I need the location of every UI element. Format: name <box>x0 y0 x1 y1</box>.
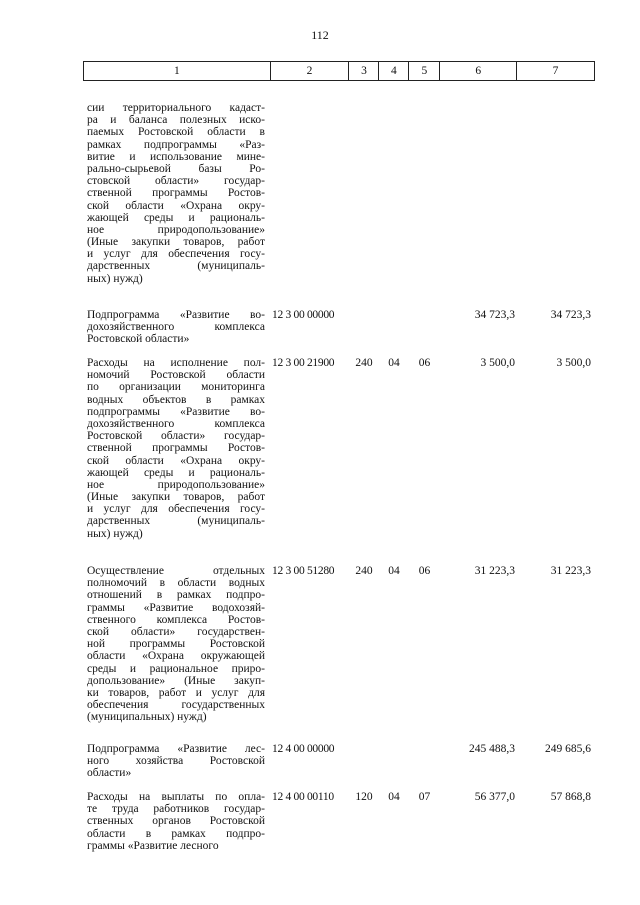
row-code: 12 3 00 00000 <box>272 309 335 321</box>
description-line: ное природопользование» <box>87 223 265 236</box>
description-line: ной программы Ростовской <box>87 638 265 651</box>
description-line: ственного комплекса Ростов- <box>87 613 265 626</box>
row-sum-col6: 56 377,0 <box>474 791 515 803</box>
description-line: Ростовской области» государ- <box>87 430 265 443</box>
description-line: Подпрограмма «Развитие лес- <box>87 743 265 755</box>
description-line: дохозяйственного комплекса <box>87 417 265 430</box>
description-line: и услуг для обеспечения госу- <box>87 503 265 516</box>
description-line: Расходы на выплаты по опла- <box>87 791 265 803</box>
description-line: по организации мониторинга <box>87 381 265 394</box>
description-line: ственной программы Ростов- <box>87 187 265 200</box>
description-line: водных объектов в рамках <box>87 393 265 406</box>
header-col-5: 5 <box>408 62 439 80</box>
description-line: Ростовской области» <box>87 333 190 346</box>
header-col-7: 7 <box>516 62 594 80</box>
description-line: среды и рациональное приро- <box>87 662 265 675</box>
row-code: 12 4 00 00110 <box>272 791 334 803</box>
description-line: области «Охрана окружающей <box>87 650 265 663</box>
row-code: 12 3 00 21900 <box>272 357 335 369</box>
row-expense-type: 120 <box>355 791 373 803</box>
description-line: области в рамках подпро- <box>87 827 265 840</box>
row-subsection: 06 <box>418 357 431 369</box>
row-sum-col6: 34 723,3 <box>474 309 515 321</box>
row-sum-col6: 3 500,0 <box>480 357 515 369</box>
row-subsection: 06 <box>418 565 431 577</box>
row-sum-col7: 249 685,6 <box>545 743 591 755</box>
description-line: ской области» государствен- <box>87 625 265 638</box>
table-header <box>83 61 595 81</box>
description-line: Подпрограмма «Развитие во- <box>87 309 265 321</box>
row-description <box>87 102 265 285</box>
header-col-1: 1 <box>173 65 180 77</box>
description-line: паемых Ростовской области в <box>87 126 265 139</box>
description-line: полномочий в области водных <box>87 577 265 590</box>
description-line: дарственных (муниципаль- <box>87 260 265 273</box>
description-line: ской области «Охрана окру- <box>87 199 265 212</box>
header-col-2: 2 <box>270 62 349 80</box>
row-sum-col7: 3 500,0 <box>556 357 591 369</box>
row-description <box>87 357 265 540</box>
description-line: обеспечения государственных <box>87 699 265 712</box>
description-line: ственной программы Ростов- <box>87 442 265 455</box>
row-section: 04 <box>388 357 400 369</box>
description-line: ственных органов Ростовской <box>87 815 265 828</box>
description-line: рально-сырьевой базы Ро- <box>87 162 265 175</box>
description-line: ки товаров, работ и услуг для <box>87 686 265 699</box>
description-line: сии территориального кадаст- <box>87 102 265 114</box>
description-line: жающей среды и рациональ- <box>87 211 265 224</box>
description-line: подпрограммы «Развитие во- <box>87 405 265 418</box>
description-line: (Иные закупки товаров, работ <box>87 236 265 249</box>
row-description <box>87 309 265 346</box>
row-expense-type: 240 <box>355 565 373 577</box>
row-subsection: 07 <box>418 791 431 803</box>
row-sum-col7: 34 723,3 <box>550 309 591 321</box>
row-section: 04 <box>388 565 400 577</box>
row-description <box>87 743 265 780</box>
description-line: ской области «Охрана окру- <box>87 454 265 467</box>
description-line: области» <box>87 767 132 780</box>
description-line: жающей среды и рациональ- <box>87 466 265 479</box>
row-sum-col7: 57 868,8 <box>550 791 591 803</box>
description-line: дохозяйственного комплекса <box>87 321 265 334</box>
row-description <box>87 791 265 852</box>
row-sum-col7: 31 223,3 <box>550 565 591 577</box>
description-line: и услуг для обеспечения госу- <box>87 248 265 261</box>
row-section: 04 <box>388 791 400 803</box>
description-line: Расходы на исполнение пол- <box>87 357 265 369</box>
description-line: допользование» (Иные закуп- <box>87 674 265 687</box>
row-code: 12 3 00 51280 <box>272 565 335 577</box>
row-sum-col6: 245 488,3 <box>469 743 515 755</box>
description-line: отношений в рамках подпро- <box>87 589 265 602</box>
description-line: витие и использование мине- <box>87 150 265 163</box>
description-line: номочий Ростовской области <box>87 369 265 382</box>
header-col-4: 4 <box>378 62 408 80</box>
row-sum-col6: 31 223,3 <box>474 565 515 577</box>
page-number: 112 <box>311 28 329 42</box>
budget-table <box>83 61 595 852</box>
description-line: (муниципальных) нужд) <box>87 711 207 724</box>
row-code: 12 4 00 00000 <box>272 743 335 755</box>
description-line: граммы «Развитие лесного <box>87 839 219 852</box>
description-line: рамках подпрограммы «Раз- <box>87 138 265 151</box>
description-line: граммы «Развитие водохозяй- <box>87 601 265 614</box>
header-col-6: 6 <box>439 62 516 80</box>
description-line: стовской области» государ- <box>87 175 265 188</box>
description-line: ное природопользование» <box>87 478 265 491</box>
description-line: ных) нужд) <box>87 272 143 285</box>
description-line: Осуществление отдельных <box>87 565 265 577</box>
description-line: дарственных (муниципаль- <box>87 515 265 528</box>
description-line: ных) нужд) <box>87 527 143 540</box>
description-line: те труда работников государ- <box>87 803 265 816</box>
header-col-3: 3 <box>348 62 378 80</box>
description-line: ного хозяйства Ростовской <box>87 755 265 768</box>
description-line: ра и баланса полезных иско- <box>87 114 265 127</box>
row-description <box>87 565 265 723</box>
description-line: (Иные закупки товаров, работ <box>87 491 265 504</box>
row-expense-type: 240 <box>355 357 373 369</box>
